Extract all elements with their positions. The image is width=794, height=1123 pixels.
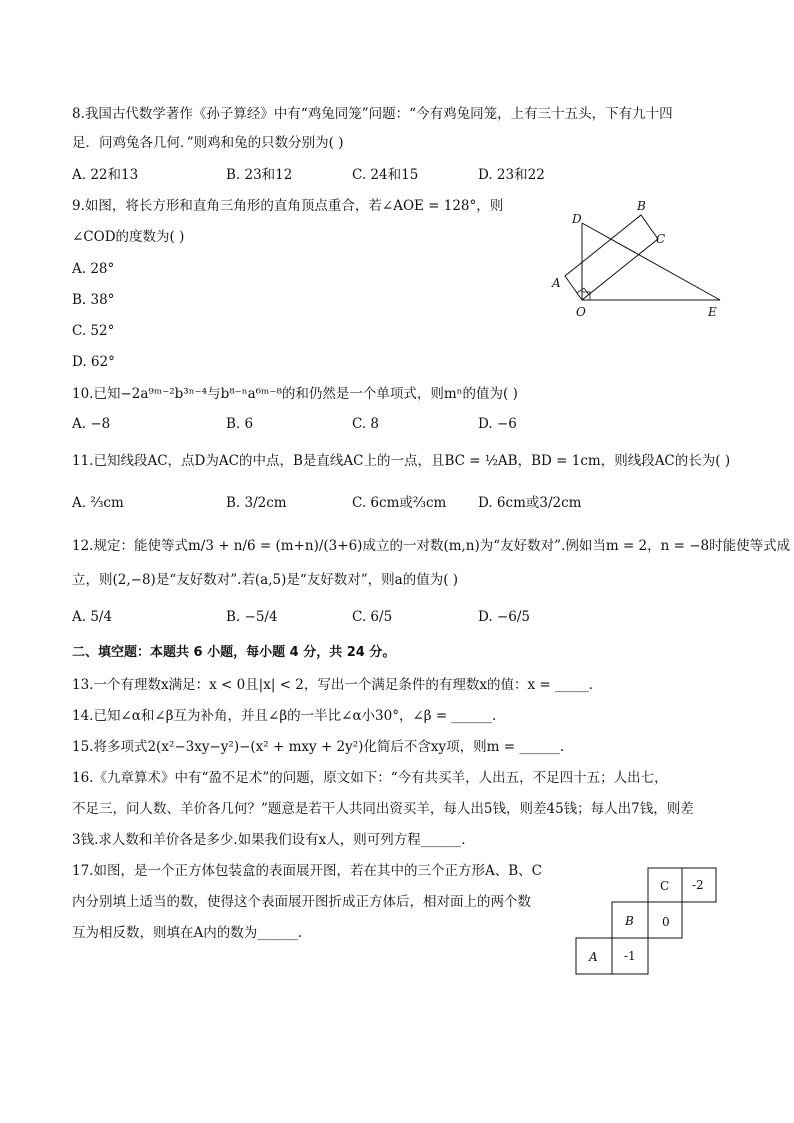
q17-label-a: A [589,950,598,964]
q8-option-b: B. 23和12 [226,167,293,183]
q13-line1: 13.一个有理数x满足：x < 0且|x| < 2，写出一个满足条件的有理数x的值：x = _____． [72,677,603,693]
q9-label-c: C [656,232,666,246]
q8-option-a: A. 22和13 [72,167,139,183]
q9-label-o: O [576,305,586,319]
q8-option-d: D. 23和22 [478,167,545,183]
q8-line2: 足．问鸡兔各几何．”则鸡和兔的只数分别为( ) [72,135,344,151]
q17-line2: 内分别填上适当的数，使得这个表面展开图折成正方体后，相对面上的两个数 [72,894,531,910]
q11-option-a: A. ⅔cm [72,495,124,511]
q9-label-e: E [708,305,717,319]
q9-option-a: A. 28° [72,261,115,277]
q11-line1: 11.已知线段AC，点D为AC的中点，B是直线AC上的一点，且BC = ½AB，BD = 1cm，则线段AC的长为( ) [72,453,731,469]
q9-option-d: D. 62° [72,354,115,370]
q14-line1: 14.已知∠α和∠β互为补角，并且∠β的一半比∠α小30°，∠β = ______. [72,708,497,724]
q10-line1: 10.已知−2a⁹ᵐ⁻²b³ⁿ⁻⁴与b⁸⁻ⁿa⁶ᵐ⁻⁸的和仍然是一个单项式，则mⁿ的值为( ) [72,386,518,402]
q10-option-b: B. 6 [226,416,254,432]
q10-option-c: C. 8 [352,416,380,432]
q16-line1: 16.《九章算术》中有“盈不足术”的问题，原文如下：“今有共买羊，人出五，不足四十五；人出七， [72,770,668,786]
q17-line1: 17.如图，是一个正方体包装盒的表面展开图，若在其中的三个正方形A、B、C [72,863,542,879]
q9-label-a: A [552,276,561,290]
q9-option-c: C. 52° [72,323,115,339]
q17-label-c: C [660,879,670,893]
q11-option-d: D. 6cm或3/2cm [478,495,582,511]
q16-line2: 不足三，问人数、羊价各几何？”题意是若干人共同出资买羊，每人出5钱，则差45钱；每人出7钱，则差 [72,801,694,817]
q8-option-c: C. 24和15 [352,167,419,183]
q12-line1: 12.规定：能使等式m/3 + n/6 = (m+n)/(3+6)成立的一对数(m,n)为“友好数对”.例如当m = 2，n = −8时能使等式成 [72,538,791,554]
q15-line1: 15.将多项式2(x²−3xy−y²)−(x² + mxy + 2y²)化简后不含xy项，则m = ______. [72,739,565,755]
q17-cube-net [570,862,730,980]
q9-rect-corner-mark [577,288,589,295]
q8-line1: 8.我国古代数学著作《孙子算经》中有“鸡兔同笼”问题：“今有鸡兔同笼，上有三十五头，下有九十四 [72,106,673,122]
q9-line1: 9.如图，将长方形和直角三角形的直角顶点重合，若∠AOE = 128°，则 [72,198,504,214]
q12-line2: 立，则(2,−8)是“友好数对”.若(a,5)是“友好数对”，则a的值为( ) [72,572,459,588]
q17-line3: 互为相反数，则填在A内的数为______. [72,925,303,941]
section-2-heading: 二、填空题：本题共 6 小题，每小题 4 分，共 24 分。 [72,645,396,660]
q9-label-d: D [572,212,582,226]
q17-label-neg1: -1 [624,949,636,963]
q9-option-b: B. 38° [72,292,115,308]
q16-line3: 3钱.求人数和羊价各是多少.如果我们设有x人，则可列方程______. [72,832,466,848]
q11-option-c: C. 6cm或⅔cm [352,495,447,511]
q17-label-neg2: -2 [692,878,704,892]
q9-label-b: B [637,199,646,213]
q12-option-a: A. 5/4 [72,609,113,625]
q17-label-zero: 0 [662,915,670,929]
q10-option-a: A. −8 [72,416,111,432]
q12-option-b: B. −5/4 [226,609,278,625]
q12-option-d: D. −6/5 [478,609,530,625]
q12-option-c: C. 6/5 [352,609,393,625]
q9-figure [540,195,740,325]
q10-option-d: D. −6 [478,416,517,432]
q17-label-b: B [625,914,634,928]
q9-hypotenuse [582,223,720,300]
q9-line2: ∠COD的度数为( ) [72,229,185,245]
q11-option-b: B. 3/2cm [226,495,287,511]
